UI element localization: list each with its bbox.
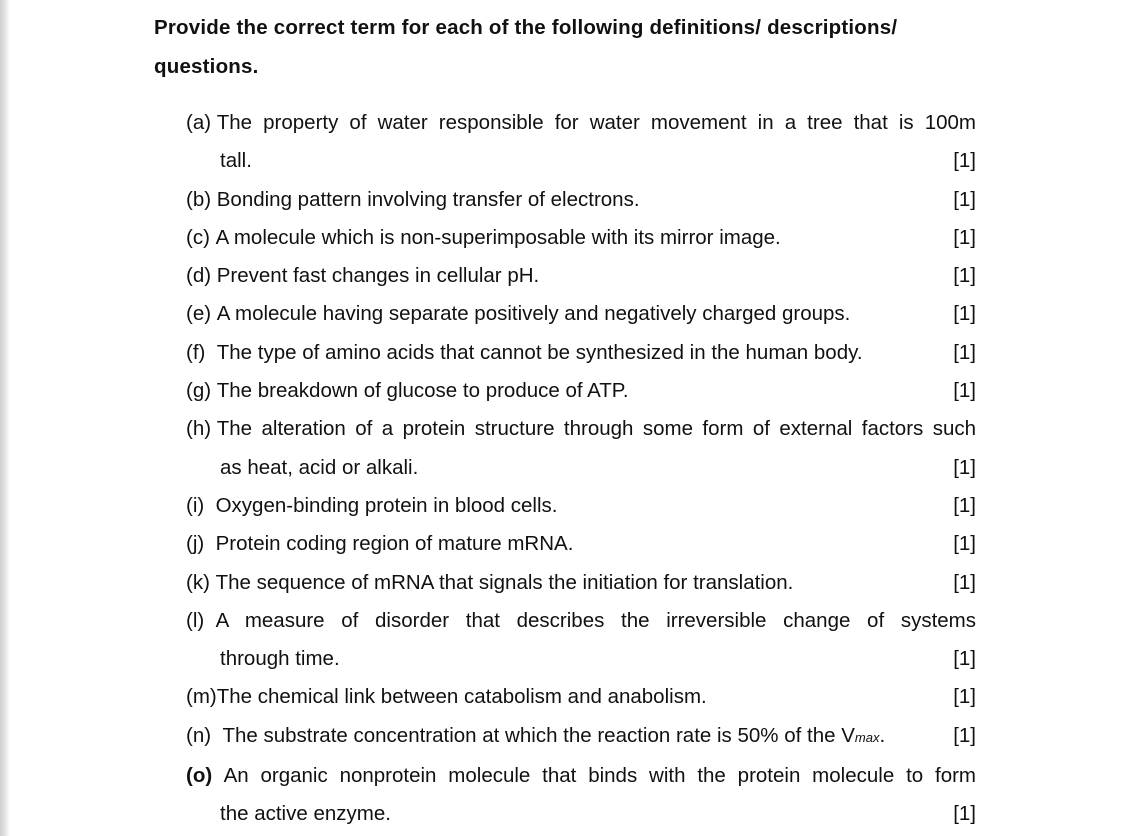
question-m — [186, 678, 976, 716]
question-label: (m) — [186, 685, 217, 709]
question-label: (i) — [186, 493, 216, 517]
question-text: An organic nonprotein molecule that binds with the protein molecule to form — [223, 764, 976, 788]
question-a — [186, 104, 976, 181]
question-c — [186, 219, 976, 257]
mark: [1] — [953, 187, 976, 211]
question-text-continued: tall. — [220, 149, 252, 173]
question-e — [186, 295, 976, 333]
mark: [1] — [953, 685, 976, 709]
question-text: The sequence of mRNA that signals the initiation for translation. — [215, 570, 794, 594]
question-text: The breakdown of glucose to produce of ATP. — [216, 379, 629, 403]
question-text: The chemical link between catabolism and anabolism. — [216, 685, 707, 709]
mark: [1] — [953, 723, 976, 747]
instruction-heading: Provide the correct term for each of the following definitions/ descriptions/ questions. — [154, 16, 898, 78]
question-h — [186, 410, 976, 487]
question-n — [186, 717, 976, 757]
question-text: The type of amino acids that cannot be synthesized in the human body. — [216, 340, 863, 364]
question-label: (n) — [186, 723, 223, 747]
question-text: Protein coding region of mature mRNA. — [215, 532, 574, 556]
question-g — [186, 372, 976, 410]
mark: [1] — [953, 225, 976, 249]
mark: [1] — [953, 379, 976, 403]
mark: [1] — [953, 149, 976, 173]
mark: [1] — [953, 802, 976, 826]
question-f — [186, 334, 976, 372]
question-label: (h) — [186, 417, 217, 441]
page-edge-shadow — [0, 0, 10, 836]
question-text: The property of water responsible for water movement in a tree that is 100m — [216, 111, 976, 134]
question-text-continued: through time. — [220, 647, 340, 671]
question-label: (g) — [186, 379, 217, 403]
mark: [1] — [953, 570, 976, 594]
vmax-subscript: max — [854, 729, 880, 745]
mark: [1] — [953, 264, 976, 288]
mark: [1] — [953, 647, 976, 671]
question-text-continued: the active enzyme. — [220, 802, 391, 826]
question-text: Prevent fast changes in cellular pH. — [216, 264, 540, 288]
question-text: Oxygen-binding protein in blood cells. — [215, 493, 558, 517]
question-l — [186, 602, 976, 679]
question-label: (j) — [186, 532, 216, 556]
question-j — [186, 525, 976, 563]
question-label: (l) — [186, 608, 216, 632]
question-label: (e) — [186, 302, 217, 326]
question-o — [186, 757, 976, 834]
question-k — [186, 564, 976, 602]
mark: [1] — [953, 455, 976, 479]
mark: [1] — [953, 302, 976, 326]
mark: [1] — [953, 532, 976, 556]
mark: [1] — [953, 493, 976, 517]
question-label: (k) — [186, 570, 216, 594]
question-label: (c) — [186, 225, 216, 249]
question-label: (f) — [186, 340, 217, 364]
question-text — [222, 717, 942, 757]
question-label: (o) — [186, 764, 224, 788]
question-text: The alteration of a protein structure through some form of external factors such — [216, 417, 976, 441]
question-label: (a) — [186, 111, 217, 134]
question-label: (d) — [186, 264, 217, 288]
question-text: Bonding pattern involving transfer of electrons. — [216, 187, 640, 211]
question-text-main: The substrate concentration at which the reaction rate is 50% of the V — [222, 723, 855, 747]
question-label: (b) — [186, 187, 217, 211]
question-b — [186, 181, 976, 219]
mark: [1] — [953, 340, 976, 364]
question-list — [186, 104, 976, 834]
question-text-end: . — [879, 723, 886, 747]
question-text-continued: as heat, acid or alkali. — [220, 455, 419, 479]
question-text: A molecule having separate positively and negatively charged groups. — [216, 302, 851, 326]
question-i — [186, 487, 976, 525]
question-text: A molecule which is non-superimposable with its mirror image. — [215, 225, 781, 249]
question-d — [186, 257, 976, 295]
question-text: A measure of disorder that describes the irreversible change of systems — [215, 608, 976, 632]
